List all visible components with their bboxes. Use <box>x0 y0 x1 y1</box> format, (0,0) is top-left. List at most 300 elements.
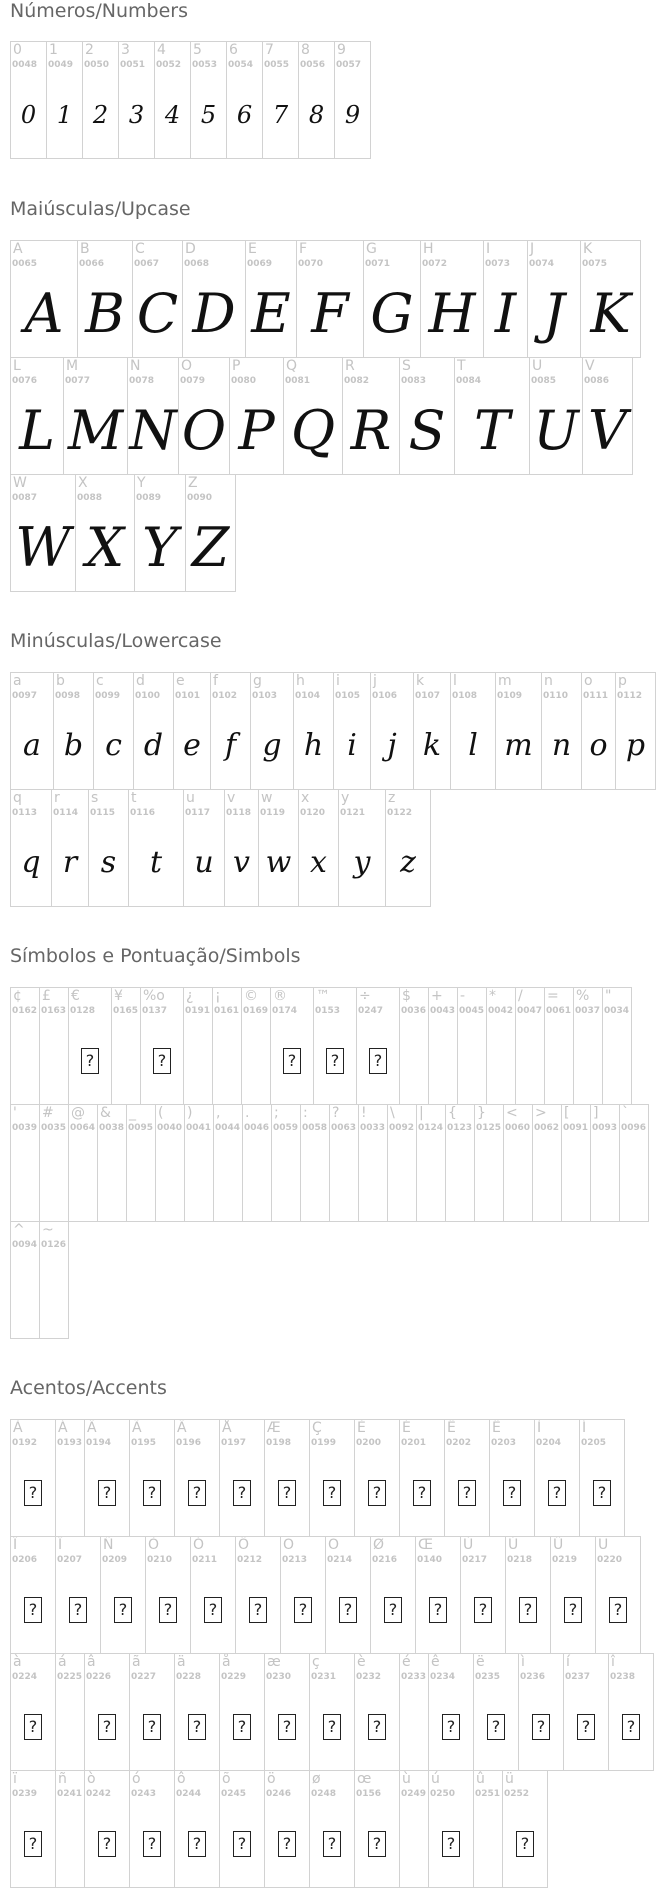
glyph-cell <box>10 987 40 1105</box>
glyph-code-label: 0205 <box>581 1438 607 1448</box>
glyph-code-label: 0244 <box>176 1789 202 1799</box>
missing-glyph-box: ? <box>516 1831 534 1857</box>
glyph-preview: j <box>387 728 397 763</box>
glyph-code-label: 0197 <box>221 1438 247 1448</box>
glyph-char-label: 7 <box>265 42 274 58</box>
glyph-row <box>10 1770 653 1887</box>
glyph-cell <box>264 1419 310 1537</box>
glyph-char-label: Ö <box>328 1537 340 1553</box>
glyph-char-label: I <box>486 241 491 257</box>
glyph-code-label: 0097 <box>12 691 38 701</box>
glyph-preview: q <box>21 845 41 880</box>
glyph-code-label: 0202 <box>446 1438 472 1448</box>
glyph-preview <box>11 1567 55 1653</box>
glyph-char-label: û <box>476 1771 485 1787</box>
section-title: Maiúsculas/Upcase <box>10 198 191 220</box>
glyph-preview <box>596 1567 640 1653</box>
glyph-cell <box>338 789 386 907</box>
glyph-code-label: 0231 <box>311 1672 337 1682</box>
glyph-cell <box>579 1419 625 1537</box>
missing-glyph-box: ? <box>143 1714 161 1740</box>
glyph-preview <box>355 1450 399 1536</box>
missing-glyph-box: ? <box>339 1597 357 1623</box>
glyph-char-label: S <box>402 358 411 374</box>
glyph-char-label: i <box>336 673 340 689</box>
glyph-char-label: t <box>131 790 137 806</box>
glyph-preview: Q <box>290 399 336 462</box>
glyph-char-label: Ó <box>193 1537 205 1553</box>
glyph-code-label: 0174 <box>272 1006 298 1016</box>
glyph-code-label: 0040 <box>157 1123 183 1133</box>
glyph-code-label: 0095 <box>128 1123 154 1133</box>
glyph-char-label: î <box>611 1654 615 1670</box>
glyph-cell <box>489 1419 535 1537</box>
glyph-preview <box>314 1018 356 1104</box>
glyph-code-label: 0204 <box>536 1438 562 1448</box>
glyph-char-label: ñ <box>58 1771 67 1787</box>
missing-glyph-box: ? <box>294 1597 312 1623</box>
glyph-char-label: è <box>357 1654 366 1670</box>
glyph-char-label: È <box>357 1420 366 1436</box>
glyph-code-label: 0198 <box>266 1438 292 1448</box>
glyph-code-label: 0123 <box>447 1123 473 1133</box>
glyph-char-label: ™ <box>316 988 330 1004</box>
glyph-code-label: 0218 <box>507 1555 533 1565</box>
glyph-code-label: 0104 <box>295 691 321 701</box>
glyph-char-label: ( <box>158 1105 164 1121</box>
glyph-cell <box>581 672 616 790</box>
missing-glyph-box: ? <box>323 1714 341 1740</box>
glyph-code-label: 0078 <box>129 376 155 386</box>
glyph-cell <box>309 1653 355 1771</box>
glyph-char-label: ® <box>273 988 287 1004</box>
glyph-cell <box>529 357 583 475</box>
glyph-preview: 0 <box>20 101 37 129</box>
glyph-code-label: 0054 <box>228 60 254 70</box>
glyph-code-label: 0034 <box>604 1006 630 1016</box>
glyph-preview: G <box>370 282 414 345</box>
glyph-preview: x <box>310 845 327 880</box>
glyph-cell <box>354 1653 400 1771</box>
glyph-preview: 2 <box>92 101 109 129</box>
glyph-grid <box>10 240 640 591</box>
glyph-preview <box>371 1567 415 1653</box>
glyph-code-label: 0196 <box>176 1438 202 1448</box>
glyph-char-label: c <box>96 673 104 689</box>
glyph-grid <box>10 41 370 158</box>
glyph-cell <box>544 987 574 1105</box>
glyph-code-label: 0249 <box>401 1789 427 1799</box>
glyph-code-label: 0161 <box>214 1006 240 1016</box>
glyph-code-label: 0241 <box>57 1789 83 1799</box>
glyph-cell <box>173 672 211 790</box>
glyph-code-label: 0239 <box>12 1789 38 1799</box>
glyph-code-label: 0036 <box>401 1006 427 1016</box>
glyph-char-label: a <box>13 673 22 689</box>
glyph-cell <box>53 672 94 790</box>
glyph-cell <box>154 41 191 159</box>
glyph-code-label: 0163 <box>41 1006 67 1016</box>
glyph-preview: P <box>238 399 275 462</box>
glyph-cell <box>97 1104 127 1222</box>
glyph-cell <box>10 1104 40 1222</box>
glyph-code-label: 0077 <box>65 376 91 386</box>
glyph-code-label: 0046 <box>244 1123 270 1133</box>
glyph-char-label: ê <box>431 1654 440 1670</box>
glyph-cell <box>313 987 357 1105</box>
glyph-char-label: % <box>576 988 590 1004</box>
glyph-preview: t <box>149 845 163 880</box>
glyph-code-label: 0113 <box>12 808 38 818</box>
glyph-char-label: ï <box>13 1771 17 1787</box>
glyph-char-label: l <box>453 673 457 689</box>
glyph-char-label: Ì <box>537 1420 542 1436</box>
glyph-preview: I <box>494 282 517 345</box>
glyph-preview <box>357 1018 399 1104</box>
glyph-cell <box>118 41 155 159</box>
glyph-cell <box>84 1419 130 1537</box>
glyph-code-label: 0207 <box>57 1555 83 1565</box>
glyph-char-label: N <box>130 358 141 374</box>
glyph-cell <box>100 1536 146 1654</box>
glyph-code-label: 0120 <box>300 808 326 818</box>
glyph-code-label: 0085 <box>531 376 557 386</box>
missing-glyph-box: ? <box>98 1480 116 1506</box>
glyph-char-label: ü <box>505 1771 514 1787</box>
glyph-cell <box>84 1770 130 1888</box>
glyph-char-label: Œ <box>418 1537 433 1553</box>
glyph-code-label: 0081 <box>285 376 311 386</box>
glyph-preview: B <box>85 282 125 345</box>
glyph-preview <box>175 1450 219 1536</box>
glyph-cell <box>39 987 69 1105</box>
glyph-char-label: & <box>100 1105 111 1121</box>
glyph-char-label: å <box>222 1654 231 1670</box>
glyph-preview: m <box>504 728 533 763</box>
glyph-code-label: 0191 <box>185 1006 211 1016</box>
glyph-cell <box>10 672 54 790</box>
glyph-preview: z <box>400 845 416 880</box>
glyph-char-label: Ä <box>177 1420 187 1436</box>
glyph-cell <box>39 1221 69 1339</box>
glyph-preview: 5 <box>200 101 217 129</box>
missing-glyph-box: ? <box>442 1831 460 1857</box>
missing-glyph-box: ? <box>81 1048 99 1074</box>
glyph-code-label: 0090 <box>187 493 213 503</box>
missing-glyph-box: ? <box>577 1714 595 1740</box>
glyph-code-label: 0230 <box>266 1672 292 1682</box>
glyph-char-label: 8 <box>301 42 310 58</box>
glyph-char-label: H <box>423 241 434 257</box>
glyph-cell <box>428 1653 474 1771</box>
glyph-cell <box>145 1536 191 1654</box>
missing-glyph-box: ? <box>204 1597 222 1623</box>
glyph-preview: O <box>181 399 227 462</box>
glyph-cell <box>518 1653 564 1771</box>
glyph-cell <box>356 987 400 1105</box>
glyph-code-label: 0044 <box>215 1123 241 1133</box>
glyph-code-label: 0053 <box>192 60 218 70</box>
glyph-preview: w <box>265 845 292 880</box>
glyph-preview: 1 <box>56 101 73 129</box>
glyph-cell <box>563 1653 609 1771</box>
glyph-code-label: 0089 <box>136 493 162 503</box>
glyph-preview <box>281 1567 325 1653</box>
missing-glyph-box: ? <box>369 1048 387 1074</box>
glyph-cell <box>561 1104 591 1222</box>
glyph-cell <box>309 1770 355 1888</box>
glyph-code-label: 0140 <box>417 1555 443 1565</box>
glyph-char-label: w <box>261 790 273 806</box>
glyph-char-label: K <box>583 241 593 257</box>
glyph-cell <box>10 789 52 907</box>
glyph-char-label: y <box>341 790 350 806</box>
missing-glyph-box: ? <box>458 1480 476 1506</box>
glyph-char-label: h <box>296 673 305 689</box>
glyph-char-label: Æ <box>267 1420 281 1436</box>
glyph-preview <box>101 1567 145 1653</box>
glyph-code-label: 0105 <box>335 691 361 701</box>
glyph-code-label: 0193 <box>57 1438 83 1448</box>
glyph-cell <box>183 987 213 1105</box>
glyph-char-label: _ <box>129 1105 136 1121</box>
missing-glyph-box: ? <box>98 1714 116 1740</box>
glyph-cell <box>399 357 455 475</box>
missing-glyph-box: ? <box>487 1714 505 1740</box>
glyph-cell <box>174 1653 220 1771</box>
missing-glyph-box: ? <box>519 1597 537 1623</box>
glyph-char-label: ¢ <box>13 988 22 1004</box>
glyph-cell <box>88 789 129 907</box>
missing-glyph-box: ? <box>24 1831 42 1857</box>
glyph-code-label: 0048 <box>12 60 38 70</box>
glyph-char-label: * <box>489 988 496 1004</box>
glyph-preview <box>310 1684 354 1770</box>
glyph-cell <box>460 1536 506 1654</box>
glyph-code-label: 0247 <box>358 1006 384 1016</box>
glyph-cell <box>46 41 83 159</box>
glyph-cell <box>582 357 633 475</box>
glyph-code-label: 0079 <box>180 376 206 386</box>
glyph-code-label: 0099 <box>95 691 121 701</box>
glyph-code-label: 0153 <box>315 1006 341 1016</box>
glyph-char-label: G <box>366 241 377 257</box>
glyph-cell <box>241 987 271 1105</box>
glyph-char-label: ] <box>593 1105 599 1121</box>
missing-glyph-box: ? <box>233 1480 251 1506</box>
glyph-cell <box>128 789 184 907</box>
glyph-cell <box>473 1770 503 1888</box>
glyph-preview <box>130 1450 174 1536</box>
glyph-char-label: € <box>71 988 80 1004</box>
glyph-code-label: 0084 <box>456 376 482 386</box>
glyph-preview <box>130 1801 174 1887</box>
glyph-preview: K <box>590 282 631 345</box>
glyph-code-label: 0228 <box>176 1672 202 1682</box>
glyph-preview: X <box>85 516 125 579</box>
glyph-char-label: Ï <box>58 1537 63 1553</box>
glyph-preview: M <box>67 399 124 462</box>
glyph-preview: a <box>23 728 41 763</box>
glyph-char-label: ÷ <box>359 988 371 1004</box>
glyph-char-label: æ <box>267 1654 281 1670</box>
glyph-cell <box>93 672 134 790</box>
glyph-cell <box>293 672 334 790</box>
glyph-preview: L <box>19 399 55 462</box>
glyph-cell <box>245 240 297 358</box>
glyph-cell <box>219 1770 265 1888</box>
glyph-cell <box>126 1104 156 1222</box>
missing-glyph-box: ? <box>24 1480 42 1506</box>
glyph-preview <box>11 1801 55 1887</box>
glyph-code-label: 0156 <box>356 1789 382 1799</box>
glyph-cell <box>502 1770 548 1888</box>
glyph-preview <box>564 1684 608 1770</box>
glyph-preview: E <box>251 282 291 345</box>
glyph-preview: C <box>136 282 179 345</box>
glyph-char-label: : <box>303 1105 308 1121</box>
glyph-char-label: ^ <box>13 1222 25 1238</box>
missing-glyph-box: ? <box>153 1048 171 1074</box>
glyph-char-label: ¡ <box>215 988 221 1004</box>
glyph-cell <box>10 1770 56 1888</box>
glyph-preview: r <box>62 845 78 880</box>
glyph-preview: f <box>224 728 237 763</box>
glyph-char-label: r <box>54 790 60 806</box>
glyph-preview: 4 <box>164 101 181 129</box>
glyph-cell <box>182 240 246 358</box>
glyph-code-label: 0195 <box>131 1438 157 1448</box>
glyph-cell <box>363 240 421 358</box>
glyph-cell <box>370 1536 416 1654</box>
glyph-char-label: © <box>244 988 258 1004</box>
glyph-char-label: Í <box>582 1420 587 1436</box>
glyph-code-label: 0119 <box>260 808 286 818</box>
glyph-code-label: 0051 <box>120 60 146 70</box>
missing-glyph-box: ? <box>278 1480 296 1506</box>
missing-glyph-box: ? <box>233 1714 251 1740</box>
missing-glyph-box: ? <box>413 1480 431 1506</box>
glyph-code-label: 0076 <box>12 376 38 386</box>
glyph-code-label: 0217 <box>462 1555 488 1565</box>
glyph-row <box>10 240 640 357</box>
glyph-preview: W <box>15 516 71 579</box>
glyph-cell <box>473 1653 519 1771</box>
glyph-preview <box>490 1450 534 1536</box>
glyph-cell <box>55 1770 85 1888</box>
glyph-cell <box>602 987 632 1105</box>
glyph-cell <box>224 789 259 907</box>
glyph-preview: e <box>183 728 201 763</box>
glyph-code-label: 0203 <box>491 1438 517 1448</box>
glyph-preview: J <box>543 282 565 345</box>
missing-glyph-box: ? <box>609 1597 627 1623</box>
glyph-code-label: 0234 <box>430 1672 456 1682</box>
glyph-cell <box>10 474 76 592</box>
glyph-char-label: . <box>245 1105 250 1121</box>
glyph-char-label: Á <box>58 1420 68 1436</box>
glyph-code-label: 0233 <box>401 1672 427 1682</box>
missing-glyph-box: ? <box>278 1831 296 1857</box>
glyph-char-label: Å <box>222 1420 232 1436</box>
glyph-char-label: ) <box>187 1105 193 1121</box>
glyph-code-label: 0086 <box>584 376 610 386</box>
glyph-char-label: A <box>13 241 23 257</box>
glyph-cell <box>264 1770 310 1888</box>
glyph-preview <box>429 1801 473 1887</box>
glyph-code-label: 0124 <box>418 1123 444 1133</box>
glyph-cell <box>250 672 294 790</box>
glyph-char-label: C <box>135 241 145 257</box>
glyph-char-label: ç <box>312 1654 320 1670</box>
glyph-cell <box>590 1104 620 1222</box>
glyph-char-label: Ô <box>238 1537 250 1553</box>
glyph-preview <box>130 1684 174 1770</box>
glyph-code-label: 0038 <box>99 1123 125 1133</box>
glyph-preview <box>551 1567 595 1653</box>
glyph-char-label: Ü <box>598 1537 609 1553</box>
glyph-preview <box>355 1684 399 1770</box>
glyph-code-label: 0236 <box>520 1672 546 1682</box>
glyph-cell <box>532 1104 562 1222</box>
glyph-cell <box>573 987 603 1105</box>
missing-glyph-box: ? <box>143 1831 161 1857</box>
glyph-char-label: 1 <box>49 42 58 58</box>
glyph-preview <box>445 1450 489 1536</box>
glyph-code-label: 0117 <box>185 808 211 818</box>
glyph-code-label: 0070 <box>298 259 324 269</box>
glyph-char-label: o <box>584 673 593 689</box>
glyph-char-label: \ <box>390 1105 395 1121</box>
glyph-cell <box>615 672 656 790</box>
glyph-code-label: 0219 <box>552 1555 578 1565</box>
glyph-cell <box>210 672 251 790</box>
glyph-code-label: 0037 <box>575 1006 601 1016</box>
glyph-preview <box>146 1567 190 1653</box>
glyph-row <box>10 1653 653 1770</box>
glyph-code-label: 0075 <box>582 259 608 269</box>
glyph-code-label: 0057 <box>336 60 362 70</box>
glyph-char-label: ù <box>402 1771 411 1787</box>
glyph-code-label: 0058 <box>302 1123 328 1133</box>
glyph-char-label: Q <box>286 358 298 374</box>
glyph-cell <box>309 1419 355 1537</box>
glyph-cell <box>495 672 542 790</box>
glyph-char-label: œ <box>357 1771 372 1787</box>
missing-glyph-box: ? <box>233 1831 251 1857</box>
missing-glyph-box: ? <box>442 1714 460 1740</box>
glyph-cell <box>595 1536 641 1654</box>
glyph-char-label: 2 <box>85 42 94 58</box>
glyph-preview: A <box>24 282 64 345</box>
missing-glyph-box: ? <box>98 1831 116 1857</box>
glyph-cell <box>63 357 128 475</box>
glyph-preview <box>85 1684 129 1770</box>
glyph-code-label: 0096 <box>621 1123 647 1133</box>
glyph-code-label: 0232 <box>356 1672 382 1682</box>
glyph-cell <box>68 987 112 1105</box>
missing-glyph-box: ? <box>384 1597 402 1623</box>
glyph-cell <box>10 41 47 159</box>
glyph-char-label: j <box>373 673 377 689</box>
glyph-char-label: @ <box>71 1105 85 1121</box>
glyph-cell <box>258 789 299 907</box>
glyph-code-label: 0100 <box>135 691 161 701</box>
glyph-char-label: ¿ <box>186 988 194 1004</box>
glyph-cell <box>515 987 545 1105</box>
glyph-code-label: 0035 <box>41 1123 67 1133</box>
glyph-char-label: 0 <box>13 42 22 58</box>
